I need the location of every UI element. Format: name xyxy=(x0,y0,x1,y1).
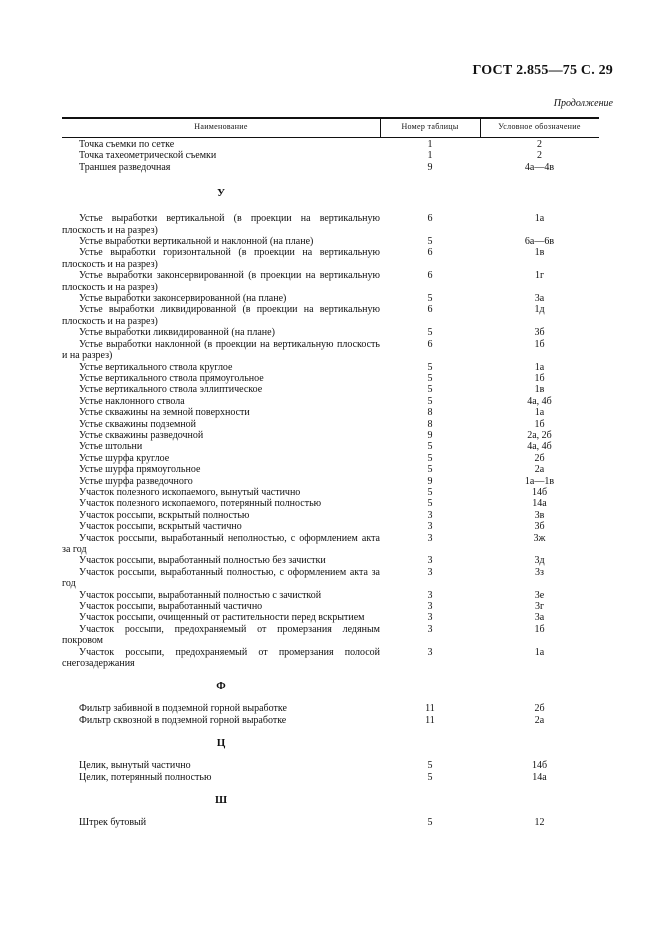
table-row xyxy=(62,612,599,623)
row-table-number: 6 xyxy=(427,213,433,225)
row-name: Устье скважины разведочной xyxy=(79,429,204,441)
row-table-number: 5 xyxy=(427,384,433,396)
row-table-number: 5 xyxy=(427,327,433,339)
table-row xyxy=(62,373,599,384)
row-name: Устье скважины подземной xyxy=(79,418,197,430)
row-symbol: 4а, 4б xyxy=(527,441,552,453)
row-symbol: 1б xyxy=(534,418,545,430)
row-symbol: 1б xyxy=(534,372,545,384)
section-letter: Ц xyxy=(216,737,226,750)
row-name: Участок россыпи, очищенный от растительности перед вскрытием xyxy=(79,612,365,624)
table-row xyxy=(62,236,599,247)
table-row xyxy=(62,510,599,521)
row-symbol: 1а xyxy=(534,646,545,658)
row-symbol: 2а, 2б xyxy=(527,429,552,441)
row-name: Участок россыпи, предохраняемый от промерзания полосой снегозадержания xyxy=(62,646,380,670)
row-table-number: 5 xyxy=(427,771,433,783)
row-table-number: 5 xyxy=(427,498,433,510)
row-name: Участок россыпи, выработанный полностью с зачисткой xyxy=(79,589,322,601)
row-symbol: 3а xyxy=(534,612,545,624)
table-row xyxy=(62,419,599,430)
table-row xyxy=(62,703,599,714)
row-symbol: 14а xyxy=(532,771,547,783)
row-symbol: 1а xyxy=(534,213,545,225)
table-row xyxy=(62,327,599,338)
table-row xyxy=(62,430,599,441)
row-table-number: 3 xyxy=(427,566,433,578)
row-table-number: 6 xyxy=(427,270,433,282)
row-name: Штрек бутовый xyxy=(79,817,147,829)
row-symbol: 4а, 4б xyxy=(527,395,552,407)
row-name: Целик, вынутый частично xyxy=(79,760,191,772)
row-name: Устье вертикального ствола прямоугольное xyxy=(79,372,264,384)
table-row xyxy=(62,590,599,601)
row-name: Устье выработки вертикальной (в проекции на вертикальную плоскость и на разрез) xyxy=(62,213,380,236)
row-name: Фильтр сквозной в подземной горной выработке xyxy=(79,714,287,726)
row-name: Устье вертикального ствола эллиптическое xyxy=(79,384,263,396)
row-name: Точка тахеометрической съемки xyxy=(79,150,217,162)
row-symbol: 1г xyxy=(534,270,545,282)
row-table-number: 5 xyxy=(427,817,433,829)
row-table-number: 5 xyxy=(427,293,433,305)
row-name: Устье наклонного ствола xyxy=(79,395,185,407)
table-body xyxy=(62,139,599,829)
table-row xyxy=(62,760,599,771)
table-row xyxy=(62,476,599,487)
table-row xyxy=(62,647,599,670)
table-row xyxy=(62,624,599,647)
row-table-number: 6 xyxy=(427,304,433,316)
row-table-number: 8 xyxy=(427,418,433,430)
row-table-number: 3 xyxy=(427,555,433,567)
table-row xyxy=(62,533,599,556)
table-row xyxy=(62,270,599,293)
row-symbol: 2а xyxy=(534,714,545,726)
row-symbol: 3з xyxy=(535,566,544,578)
row-table-number: 11 xyxy=(425,703,435,715)
table-row xyxy=(62,453,599,464)
gost-header: ГОСТ 2.855—75 С. 29 xyxy=(472,63,613,78)
row-name: Устье выработки законсервированной (на плане) xyxy=(79,293,287,305)
row-symbol: 6а—6в xyxy=(524,236,555,248)
row-table-number: 3 xyxy=(427,601,433,613)
row-table-number: 11 xyxy=(425,714,435,726)
table-row xyxy=(62,304,599,327)
row-table-number: 3 xyxy=(427,646,433,658)
table-row xyxy=(62,407,599,418)
table-row xyxy=(62,601,599,612)
column-header-name: Наименование xyxy=(194,122,248,131)
row-symbol: 14а xyxy=(532,498,547,510)
row-table-number: 5 xyxy=(427,464,433,476)
row-symbol: 3б xyxy=(534,327,545,339)
table-row xyxy=(62,817,599,828)
row-symbol: 2б xyxy=(534,703,545,715)
table-row xyxy=(62,487,599,498)
table-row xyxy=(62,715,599,726)
row-table-number: 5 xyxy=(427,486,433,498)
table-row xyxy=(62,247,599,270)
row-table-number: 6 xyxy=(427,247,433,259)
row-name: Устье вертикального ствола круглое xyxy=(79,361,233,373)
table-row xyxy=(62,384,599,395)
table-row xyxy=(62,362,599,373)
row-symbol: 1б xyxy=(534,623,545,635)
row-table-number: 3 xyxy=(427,589,433,601)
row-symbol: 3е xyxy=(534,589,545,601)
row-table-number: 1 xyxy=(427,139,433,150)
row-name: Точка съемки по сетке xyxy=(79,139,175,150)
row-name: Устье выработки наклонной (в проекции на вертикальную плоскость и на разрез) xyxy=(62,338,380,362)
section-letter: Ш xyxy=(214,794,228,807)
table-row xyxy=(62,498,599,509)
continuation-label: Продолжение xyxy=(553,98,613,109)
row-name: Участок россыпи, выработанный частично xyxy=(79,601,263,613)
row-name: Устье шурфа круглое xyxy=(79,452,170,464)
row-name: Устье шурфа прямоугольное xyxy=(79,464,201,476)
row-name: Фильтр забивной в подземной горной выработке xyxy=(79,703,287,715)
row-table-number: 3 xyxy=(427,509,433,521)
row-symbol: 3д xyxy=(534,555,545,567)
row-symbol: 14б xyxy=(531,760,548,772)
table-row xyxy=(62,555,599,566)
row-symbol: 3в xyxy=(534,509,545,521)
row-symbol: 12 xyxy=(534,817,545,829)
row-symbol: 2 xyxy=(537,139,542,150)
row-name: Устье штольни xyxy=(79,441,143,453)
row-name: Целик, потерянный полностью xyxy=(79,771,212,783)
row-table-number: 3 xyxy=(427,521,433,533)
row-table-number: 9 xyxy=(427,161,433,173)
table-row xyxy=(62,567,599,590)
row-symbol: 3а xyxy=(534,293,545,305)
row-symbol: 1б xyxy=(534,338,545,350)
table-row xyxy=(62,150,599,161)
row-symbol: 1а xyxy=(534,361,545,373)
table-row xyxy=(62,213,599,236)
row-table-number: 5 xyxy=(427,395,433,407)
row-symbol: 1а—1в xyxy=(524,475,555,487)
row-symbol: 3б xyxy=(534,521,545,533)
row-name: Участок полезного ископаемого, вынутый частично xyxy=(79,486,301,498)
row-symbol: 3ж xyxy=(533,532,546,544)
row-name: Устье выработки горизонтальной (в проекции на вертикальную плоскость и на разрез) xyxy=(62,247,380,270)
row-table-number: 5 xyxy=(427,361,433,373)
row-symbol: 1в xyxy=(534,384,545,396)
row-name: Участок россыпи, выработанный полностью без зачистки xyxy=(79,555,326,567)
row-symbol: 1а xyxy=(534,407,545,419)
row-table-number: 5 xyxy=(427,372,433,384)
section-letter: Ф xyxy=(216,680,226,693)
row-table-number: 9 xyxy=(427,429,433,441)
table-row xyxy=(62,162,599,173)
row-name: Участок россыпи, выработанный неполностью, с оформлением акта за год xyxy=(62,532,380,555)
table-row xyxy=(62,293,599,304)
column-header-table-number: Номер таблицы xyxy=(401,122,459,131)
section-letter: У xyxy=(216,187,226,200)
row-name: Траншея разведочная xyxy=(79,161,171,173)
row-symbol: 2 xyxy=(537,150,542,162)
table-row xyxy=(62,521,599,532)
row-name: Устье скважины на земной поверхности xyxy=(79,407,250,419)
row-symbol: 4а—4в xyxy=(524,161,555,173)
row-symbol: 2а xyxy=(534,464,545,476)
table-row xyxy=(62,396,599,407)
row-table-number: 3 xyxy=(427,532,433,544)
row-symbol: 14б xyxy=(531,486,548,498)
row-symbol: 2б xyxy=(534,452,545,464)
row-name: Устье выработки законсервированной (в проекции на вертикальную плоскость и на разрез) xyxy=(62,270,380,293)
row-table-number: 5 xyxy=(427,760,433,772)
row-name: Устье выработки вертикальной и наклонной (на плане) xyxy=(79,236,314,248)
row-table-number: 5 xyxy=(427,452,433,464)
row-table-number: 3 xyxy=(427,612,433,624)
row-table-number: 6 xyxy=(427,338,433,350)
row-table-number: 3 xyxy=(427,623,433,635)
row-table-number: 9 xyxy=(427,475,433,487)
column-header-symbol: Условное обозначение xyxy=(498,122,581,131)
row-symbol: 3г xyxy=(534,601,545,613)
row-name: Участок россыпи, выработанный полностью, с оформлением акта за год xyxy=(62,566,380,590)
row-name: Участок россыпи, предохраняемый от промерзания ледяным покровом xyxy=(62,623,380,647)
table-row xyxy=(62,139,599,150)
row-table-number: 5 xyxy=(427,236,433,248)
table-row xyxy=(62,441,599,452)
row-table-number: 8 xyxy=(427,407,433,419)
row-name: Устье выработки ликвидированной (на плане) xyxy=(79,327,275,339)
row-name: Участок полезного ископаемого, потерянный полностью xyxy=(79,498,322,510)
row-table-number: 1 xyxy=(427,150,433,162)
table-row xyxy=(62,339,599,362)
table-row xyxy=(62,464,599,475)
row-name: Участок россыпи, вскрытый полностью xyxy=(79,509,250,521)
row-table-number: 5 xyxy=(427,441,433,453)
row-name: Участок россыпи, вскрытый частично xyxy=(79,521,242,533)
row-symbol: 1в xyxy=(534,247,545,259)
table-header-rule xyxy=(62,137,599,138)
row-symbol: 1д xyxy=(534,304,545,316)
table-row xyxy=(62,772,599,783)
row-name: Устье выработки ликвидированной (в проекции на вертикальную плоскость и на разрез) xyxy=(62,304,380,327)
row-name: Устье шурфа разведочного xyxy=(79,475,193,487)
